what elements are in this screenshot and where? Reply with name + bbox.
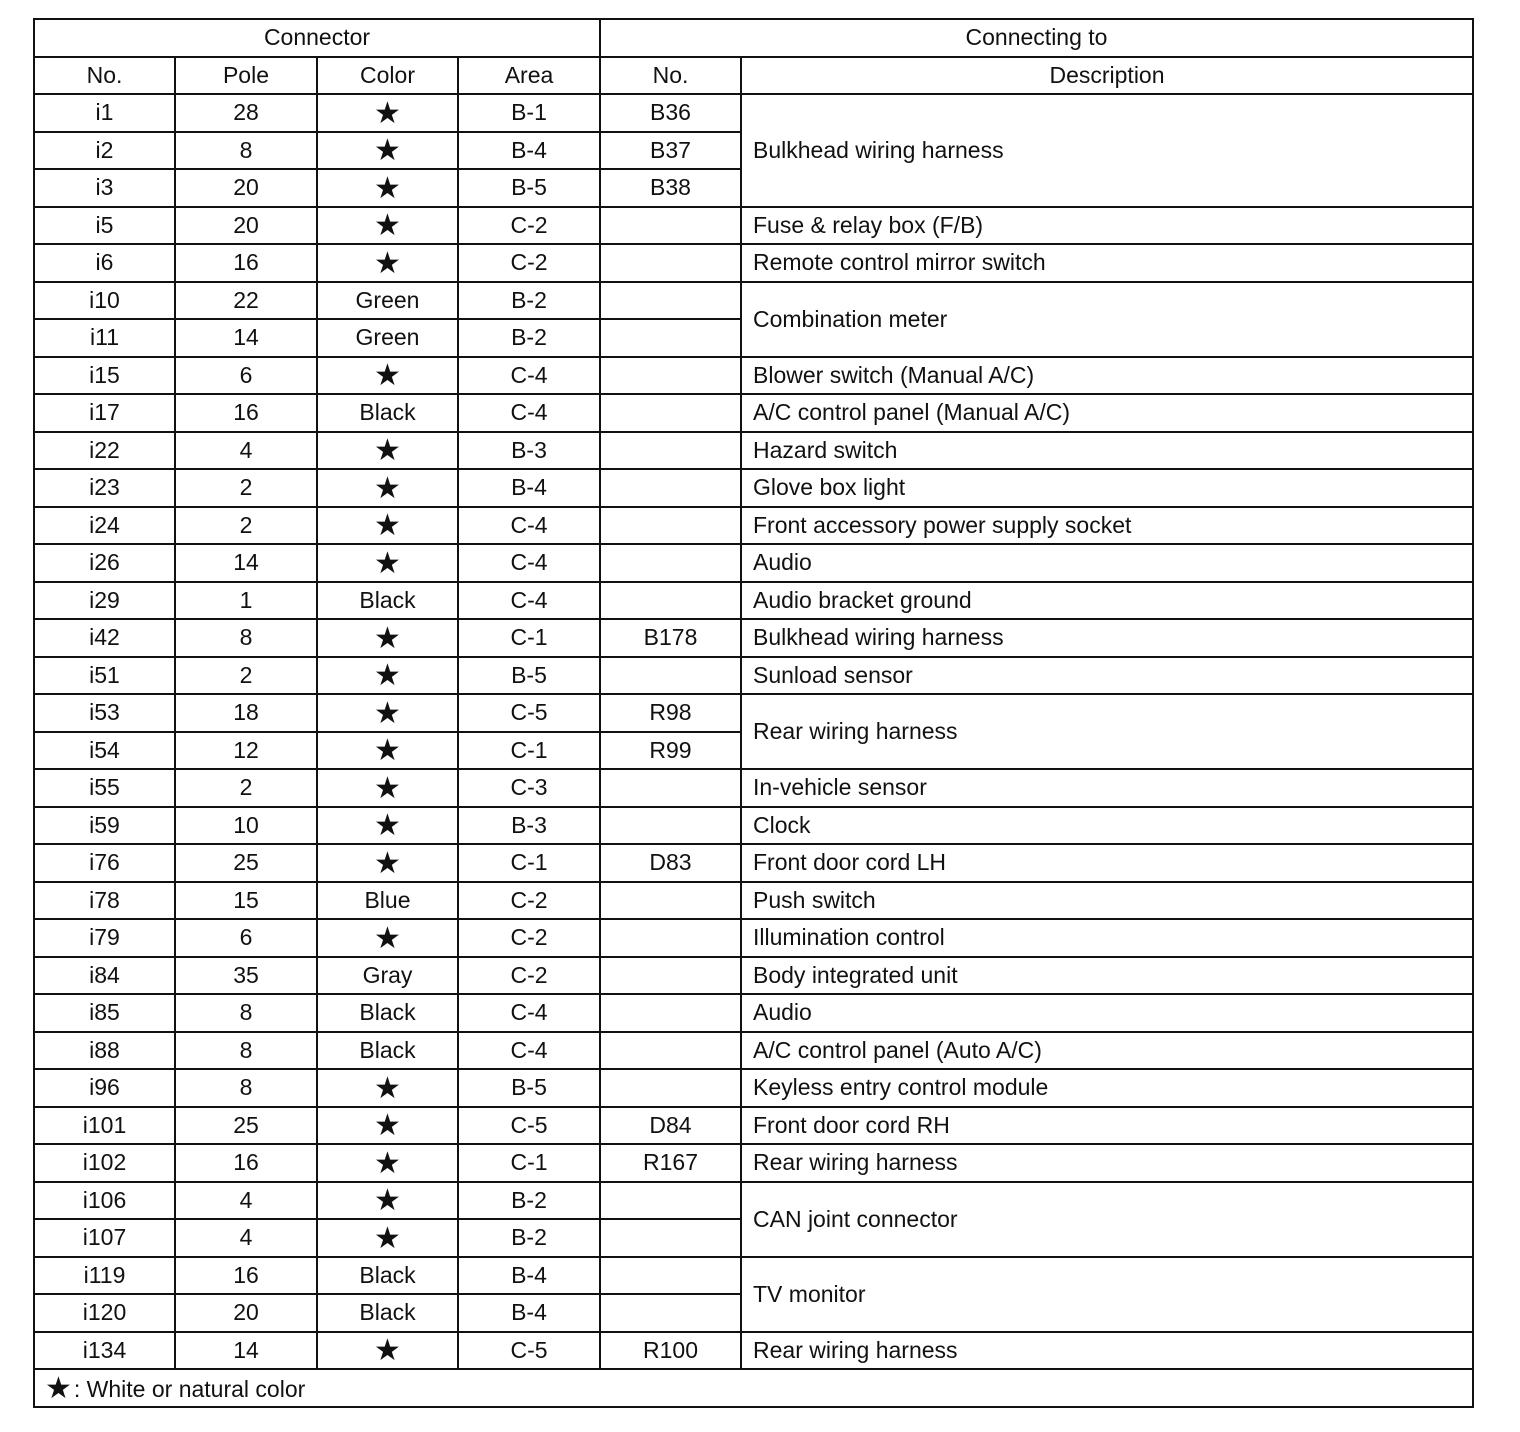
description-cell: Illumination control [741,919,1473,957]
color-cell [317,394,458,432]
color-cell [317,844,458,882]
area-cell: C-4 [458,394,600,432]
area-cell: C-4 [458,994,600,1032]
area-cell: C-5 [458,1107,600,1145]
area-cell: B-2 [458,1219,600,1257]
table-row [34,544,1473,582]
star-icon: ★ [374,1184,401,1218]
color-cell [317,732,458,770]
color-text: Black [359,586,416,613]
table-row [34,619,1473,657]
connecting-no-cell [600,1182,741,1220]
table-row [34,919,1473,957]
area-cell: B-1 [458,94,600,132]
connector-no-cell: i42 [34,619,175,657]
connecting-no-cell: R99 [600,732,741,770]
pole-cell: 12 [175,732,317,770]
color-text: Green [355,286,420,313]
connecting-no-cell: B178 [600,619,741,657]
description-cell: Rear wiring harness [741,1144,1473,1182]
table-row [34,244,1473,282]
connector-no-cell: i6 [34,244,175,282]
area-cell: C-4 [458,582,600,620]
color-cell [317,357,458,395]
star-icon: ★ [374,696,401,730]
table-row [34,844,1473,882]
table-row [34,1144,1473,1182]
connector-table [33,18,1474,1408]
area-cell: C-3 [458,769,600,807]
area-cell: B-5 [458,657,600,695]
description-cell: Audio [741,544,1473,582]
pole-cell: 4 [175,1182,317,1220]
area-cell: C-2 [458,882,600,920]
pole-cell: 8 [175,619,317,657]
area-cell: C-1 [458,844,600,882]
color-text: Blue [364,886,411,913]
star-icon: ★ [45,1371,72,1405]
pole-cell: 4 [175,432,317,470]
area-cell: C-5 [458,694,600,732]
connecting-no-cell [600,394,741,432]
color-cell [317,1069,458,1107]
star-icon: ★ [374,134,401,168]
connector-no-cell: i55 [34,769,175,807]
color-cell [317,319,458,357]
description-cell: Bulkhead wiring harness [741,619,1473,657]
pole-cell: 8 [175,132,317,170]
table-row [34,357,1473,395]
description-cell: Rear wiring harness [741,694,1473,769]
table-row [34,769,1473,807]
connector-no-cell: i3 [34,169,175,207]
table-row [34,807,1473,845]
pole-cell: 8 [175,1069,317,1107]
color-cell [317,1219,458,1257]
color-cell [317,169,458,207]
area-cell: B-4 [458,1294,600,1332]
color-cell [317,1144,458,1182]
connecting-no-cell [600,469,741,507]
area-cell: B-2 [458,319,600,357]
star-icon: ★ [374,359,401,393]
star-icon: ★ [374,659,401,693]
color-text: Green [355,324,420,351]
color-text: Black [359,1036,416,1063]
pole-cell: 8 [175,994,317,1032]
star-icon: ★ [374,546,401,580]
connector-no-cell: i78 [34,882,175,920]
table-row [34,957,1473,995]
star-icon: ★ [374,1334,401,1368]
description-cell: Hazard switch [741,432,1473,470]
description-cell: CAN joint connector [741,1182,1473,1257]
description-cell: Glove box light [741,469,1473,507]
table-row [34,1257,1473,1295]
connector-no-cell: i17 [34,394,175,432]
area-cell: C-2 [458,244,600,282]
color-cell [317,957,458,995]
star-icon: ★ [374,96,401,130]
pole-cell: 2 [175,769,317,807]
pole-cell: 6 [175,919,317,957]
connecting-no-cell [600,582,741,620]
pole-cell: 6 [175,357,317,395]
color-cell [317,619,458,657]
description-cell: Bulkhead wiring harness [741,94,1473,207]
connecting-no-cell [600,994,741,1032]
connecting-no-cell [600,244,741,282]
pole-cell: 8 [175,1032,317,1070]
star-icon: ★ [374,1109,401,1143]
connector-table-body [34,94,1473,1369]
pole-cell: 14 [175,544,317,582]
color-cell [317,282,458,320]
connector-no-cell: i88 [34,1032,175,1070]
table-row [34,507,1473,545]
description-cell: Clock [741,807,1473,845]
area-cell: C-1 [458,619,600,657]
description-cell: Body integrated unit [741,957,1473,995]
description-cell: Keyless entry control module [741,1069,1473,1107]
connector-no-cell: i1 [34,94,175,132]
description-cell: Sunload sensor [741,657,1473,695]
connector-no-cell: i79 [34,919,175,957]
table-row [34,94,1473,132]
description-cell: A/C control panel (Auto A/C) [741,1032,1473,1070]
star-icon: ★ [374,621,401,655]
connector-no-cell: i85 [34,994,175,1032]
description-cell: Front door cord LH [741,844,1473,882]
connecting-no-cell [600,919,741,957]
pole-cell: 16 [175,394,317,432]
footnote-cell [34,1369,1473,1407]
connecting-no-cell: R100 [600,1332,741,1370]
pole-cell: 25 [175,1107,317,1145]
connector-no-cell: i10 [34,282,175,320]
pole-cell: 2 [175,657,317,695]
color-cell [317,919,458,957]
area-cell: C-4 [458,357,600,395]
description-cell: Audio [741,994,1473,1032]
table-row [34,469,1473,507]
area-cell: C-2 [458,957,600,995]
description-cell: Front accessory power supply socket [741,507,1473,545]
color-cell [317,582,458,620]
connector-no-cell: i29 [34,582,175,620]
connector-no-cell: i24 [34,507,175,545]
description-cell: Rear wiring harness [741,1332,1473,1370]
description-cell: A/C control panel (Manual A/C) [741,394,1473,432]
area-cell: B-4 [458,469,600,507]
star-icon: ★ [374,171,401,205]
color-cell [317,244,458,282]
color-cell [317,132,458,170]
connector-no-cell: i15 [34,357,175,395]
color-cell [317,94,458,132]
color-cell [317,507,458,545]
connector-no-cell: i26 [34,544,175,582]
connector-no-cell: i106 [34,1182,175,1220]
connecting-no-cell [600,657,741,695]
area-cell: B-5 [458,1069,600,1107]
connecting-no-cell [600,357,741,395]
table-row [34,1332,1473,1370]
color-cell [317,1332,458,1370]
table-row [34,582,1473,620]
star-icon: ★ [374,434,401,468]
connector-no-cell: i84 [34,957,175,995]
pole-cell: 4 [175,1219,317,1257]
connector-no-cell: i76 [34,844,175,882]
description-cell: In-vehicle sensor [741,769,1473,807]
pole-cell: 15 [175,882,317,920]
connecting-no-cell [600,807,741,845]
area-cell: C-2 [458,207,600,245]
area-cell: B-3 [458,432,600,470]
connecting-no-cell [600,432,741,470]
connector-table-sheet [33,18,1474,1408]
connecting-no-cell [600,1219,741,1257]
column-header-description: Description [741,57,1473,95]
color-cell [317,1257,458,1295]
pole-cell: 10 [175,807,317,845]
star-icon: ★ [374,809,401,843]
connecting-no-cell [600,1032,741,1070]
area-cell: C-4 [458,544,600,582]
pole-cell: 35 [175,957,317,995]
pole-cell: 20 [175,169,317,207]
area-cell: C-1 [458,1144,600,1182]
pole-cell: 16 [175,1257,317,1295]
area-cell: C-2 [458,919,600,957]
connecting-no-cell [600,1294,741,1332]
table-row [34,282,1473,320]
connecting-no-cell: B37 [600,132,741,170]
color-cell [317,207,458,245]
color-cell [317,769,458,807]
connecting-no-cell: R167 [600,1144,741,1182]
connecting-no-cell [600,882,741,920]
connector-no-cell: i53 [34,694,175,732]
star-icon: ★ [374,846,401,880]
table-row [34,207,1473,245]
color-cell [317,694,458,732]
connector-no-cell: i120 [34,1294,175,1332]
color-text: Black [359,999,416,1026]
column-header-row [34,57,1473,95]
color-text: Black [359,399,416,426]
connecting-no-cell [600,1257,741,1295]
color-cell [317,1294,458,1332]
area-cell: B-5 [458,169,600,207]
pole-cell: 28 [175,94,317,132]
area-cell: B-2 [458,1182,600,1220]
color-text: Gray [362,961,413,988]
connecting-no-cell [600,507,741,545]
connector-no-cell: i119 [34,1257,175,1295]
header-connector: Connector [34,19,600,57]
table-row [34,1032,1473,1070]
color-cell [317,1182,458,1220]
star-icon: ★ [374,246,401,280]
star-icon: ★ [374,734,401,768]
pole-cell: 16 [175,1144,317,1182]
description-cell: Push switch [741,882,1473,920]
color-cell [317,1107,458,1145]
connecting-no-cell: D84 [600,1107,741,1145]
pole-cell: 1 [175,582,317,620]
connecting-no-cell [600,769,741,807]
star-icon: ★ [374,921,401,955]
column-header-area: Area [458,57,600,95]
description-cell: Remote control mirror switch [741,244,1473,282]
star-icon: ★ [374,509,401,543]
column-header-no: No. [34,57,175,95]
pole-cell: 2 [175,469,317,507]
connector-no-cell: i96 [34,1069,175,1107]
pole-cell: 18 [175,694,317,732]
column-header-pole: Pole [175,57,317,95]
connector-no-cell: i54 [34,732,175,770]
color-cell [317,432,458,470]
color-cell [317,657,458,695]
connecting-no-cell: B38 [600,169,741,207]
connector-no-cell: i5 [34,207,175,245]
table-row [34,394,1473,432]
color-cell [317,807,458,845]
star-icon: ★ [374,471,401,505]
star-icon: ★ [374,1071,401,1105]
area-cell: B-2 [458,282,600,320]
connector-no-cell: i59 [34,807,175,845]
connecting-no-cell [600,319,741,357]
connecting-no-cell [600,957,741,995]
column-header-connecting-no: No. [600,57,741,95]
table-row [34,882,1473,920]
star-icon: ★ [374,1221,401,1255]
color-cell [317,544,458,582]
color-text: Black [359,1299,416,1326]
table-row [34,1182,1473,1220]
footnote-text: : White or natural color [73,1375,306,1402]
connecting-no-cell: R98 [600,694,741,732]
connecting-no-cell [600,207,741,245]
table-row [34,994,1473,1032]
area-cell: C-5 [458,1332,600,1370]
table-row [34,432,1473,470]
connector-no-cell: i22 [34,432,175,470]
connecting-no-cell: D83 [600,844,741,882]
star-icon: ★ [374,1146,401,1180]
table-row [34,694,1473,732]
star-icon: ★ [374,771,401,805]
area-cell: C-1 [458,732,600,770]
pole-cell: 20 [175,1294,317,1332]
connector-no-cell: i2 [34,132,175,170]
area-cell: C-4 [458,507,600,545]
pole-cell: 25 [175,844,317,882]
color-cell [317,469,458,507]
star-icon: ★ [374,209,401,243]
area-cell: B-3 [458,807,600,845]
table-row [34,1107,1473,1145]
table-row [34,657,1473,695]
pole-cell: 14 [175,1332,317,1370]
pole-cell: 20 [175,207,317,245]
color-cell [317,994,458,1032]
header-connecting-to: Connecting to [600,19,1473,57]
description-cell: Fuse & relay box (F/B) [741,207,1473,245]
connecting-no-cell [600,544,741,582]
connector-no-cell: i102 [34,1144,175,1182]
connector-no-cell: i101 [34,1107,175,1145]
pole-cell: 14 [175,319,317,357]
connector-no-cell: i23 [34,469,175,507]
group-header-row [34,19,1473,57]
connecting-no-cell: B36 [600,94,741,132]
description-cell: Audio bracket ground [741,582,1473,620]
table-row [34,1069,1473,1107]
connector-no-cell: i51 [34,657,175,695]
area-cell: B-4 [458,1257,600,1295]
pole-cell: 16 [175,244,317,282]
connecting-no-cell [600,1069,741,1107]
footnote-row [34,1369,1473,1407]
pole-cell: 2 [175,507,317,545]
color-cell [317,1032,458,1070]
area-cell: B-4 [458,132,600,170]
description-cell: Combination meter [741,282,1473,357]
connector-no-cell: i11 [34,319,175,357]
column-header-color: Color [317,57,458,95]
color-cell [317,882,458,920]
description-cell: Front door cord RH [741,1107,1473,1145]
color-text: Black [359,1261,416,1288]
connecting-no-cell [600,282,741,320]
description-cell: TV monitor [741,1257,1473,1332]
connector-no-cell: i134 [34,1332,175,1370]
connector-no-cell: i107 [34,1219,175,1257]
description-cell: Blower switch (Manual A/C) [741,357,1473,395]
pole-cell: 22 [175,282,317,320]
area-cell: C-4 [458,1032,600,1070]
